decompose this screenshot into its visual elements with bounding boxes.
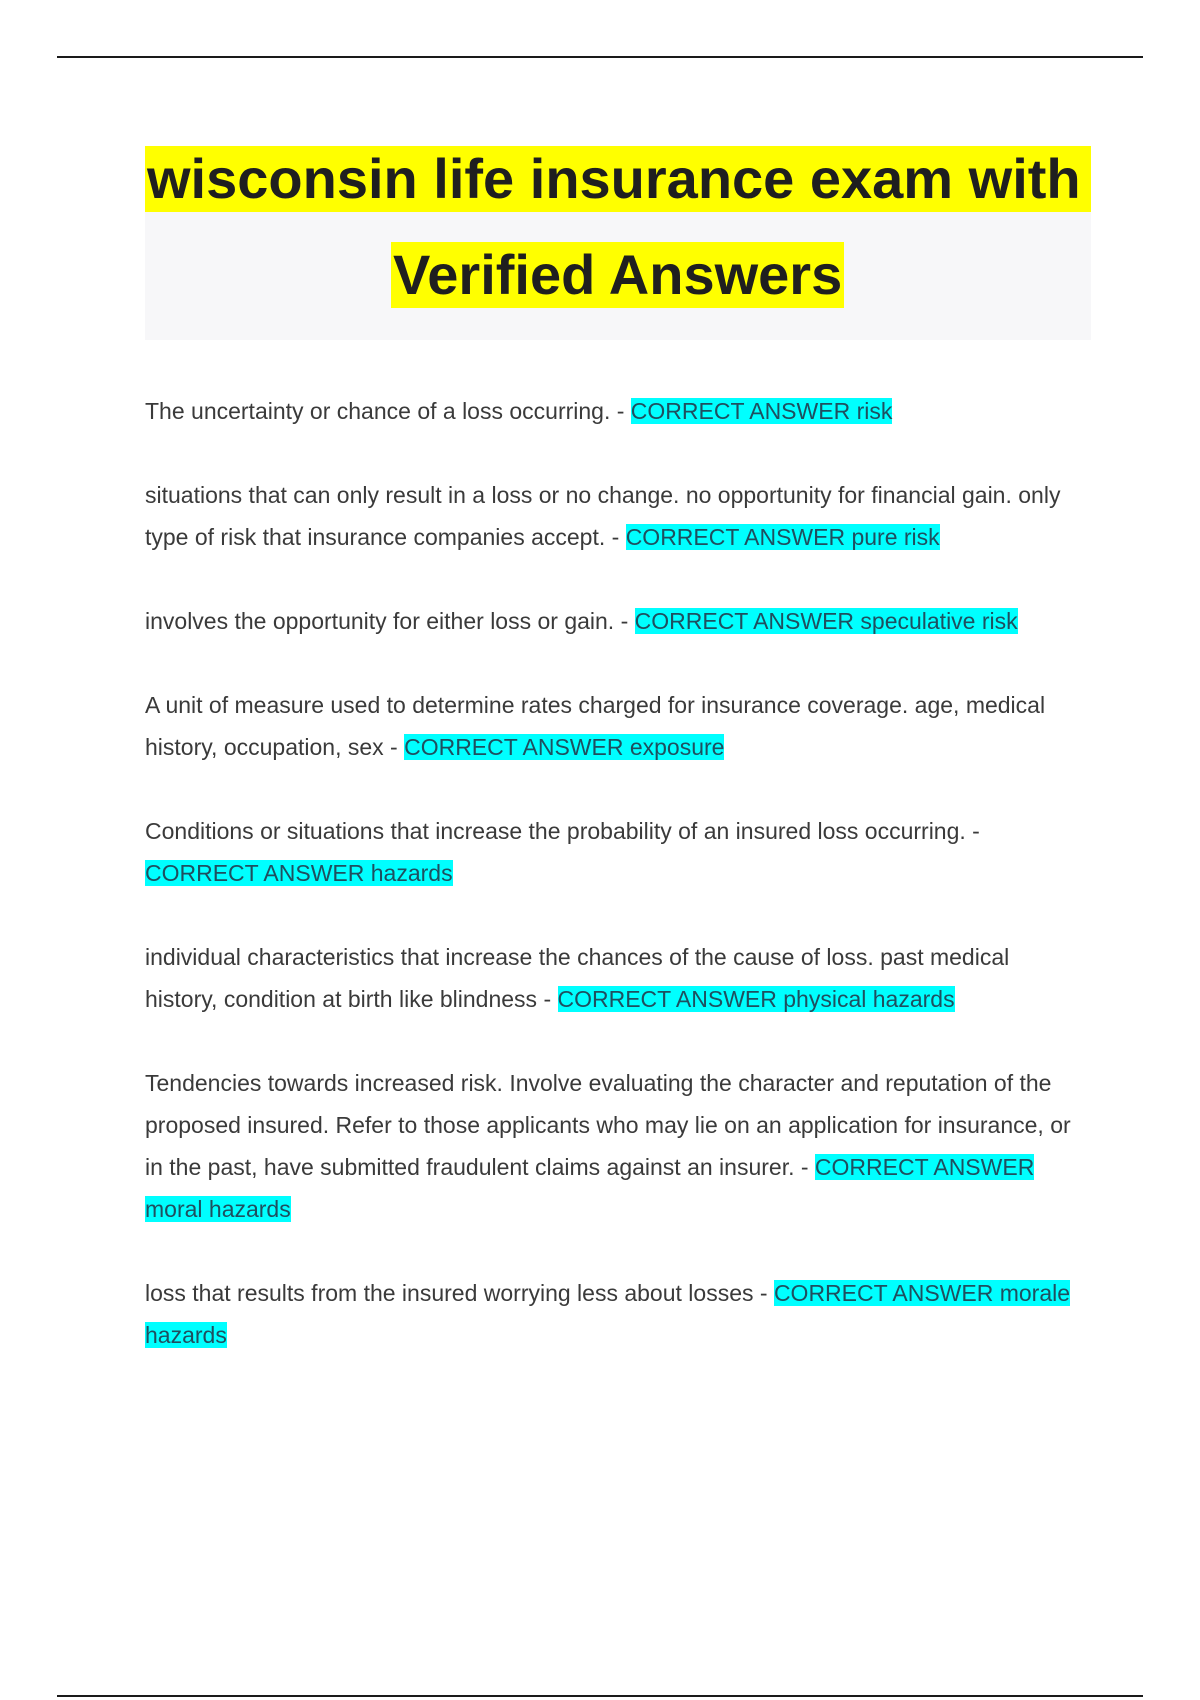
qa-list xyxy=(145,390,1075,1398)
qa-item xyxy=(145,390,1075,432)
qa-item xyxy=(145,684,1075,768)
document-title-line-2: Verified Answers xyxy=(393,243,843,306)
answer-text: CORRECT ANSWER speculative risk xyxy=(634,608,1018,634)
qa-item xyxy=(145,600,1075,642)
question-text: Tendencies towards increased risk. Involve evaluating the character and reputation of the proposed insured. Refer to those applicants who may lie on an application for insurance, or in the past, have submitted fraudulent claims against an insurer. - xyxy=(145,1070,1071,1180)
qa-item xyxy=(145,1272,1075,1356)
question-text: loss that results from the insured worrying less about losses - xyxy=(145,1280,774,1306)
title-block xyxy=(145,146,1091,340)
answer-text: CORRECT ANSWER hazards xyxy=(145,860,453,886)
question-text: The uncertainty or chance of a loss occurring. - xyxy=(145,398,631,424)
top-rule xyxy=(57,56,1143,58)
question-text: Conditions or situations that increase the probability of an insured loss occurring. - xyxy=(145,818,980,844)
question-text: A unit of measure used to determine rates charged for insurance coverage. age, medical history, occupation, sex - xyxy=(145,692,1046,760)
question-text: situations that can only result in a loss or no change. no opportunity for financial gain. only type of risk that insurance companies accept. - xyxy=(145,482,1061,550)
qa-item xyxy=(145,936,1075,1020)
answer-text: CORRECT ANSWER pure risk xyxy=(625,524,940,550)
answer-text: CORRECT ANSWER risk xyxy=(630,398,893,424)
answer-text: CORRECT ANSWER physical hazards xyxy=(557,986,955,1012)
qa-item xyxy=(145,1062,1075,1230)
qa-item xyxy=(145,474,1075,558)
answer-text: CORRECT ANSWER moral hazards xyxy=(145,1154,1035,1222)
document-title-line-1: wisconsin life insurance exam with xyxy=(145,146,1091,212)
question-text: involves the opportunity for either loss or gain. - xyxy=(145,608,635,634)
bottom-rule xyxy=(57,1695,1143,1697)
qa-item xyxy=(145,810,1075,894)
answer-text: CORRECT ANSWER morale hazards xyxy=(145,1280,1071,1348)
question-text: individual characteristics that increase the chances of the cause of loss. past medical history, condition at birth like blindness - xyxy=(145,944,1010,1012)
answer-text: CORRECT ANSWER exposure xyxy=(404,734,725,760)
